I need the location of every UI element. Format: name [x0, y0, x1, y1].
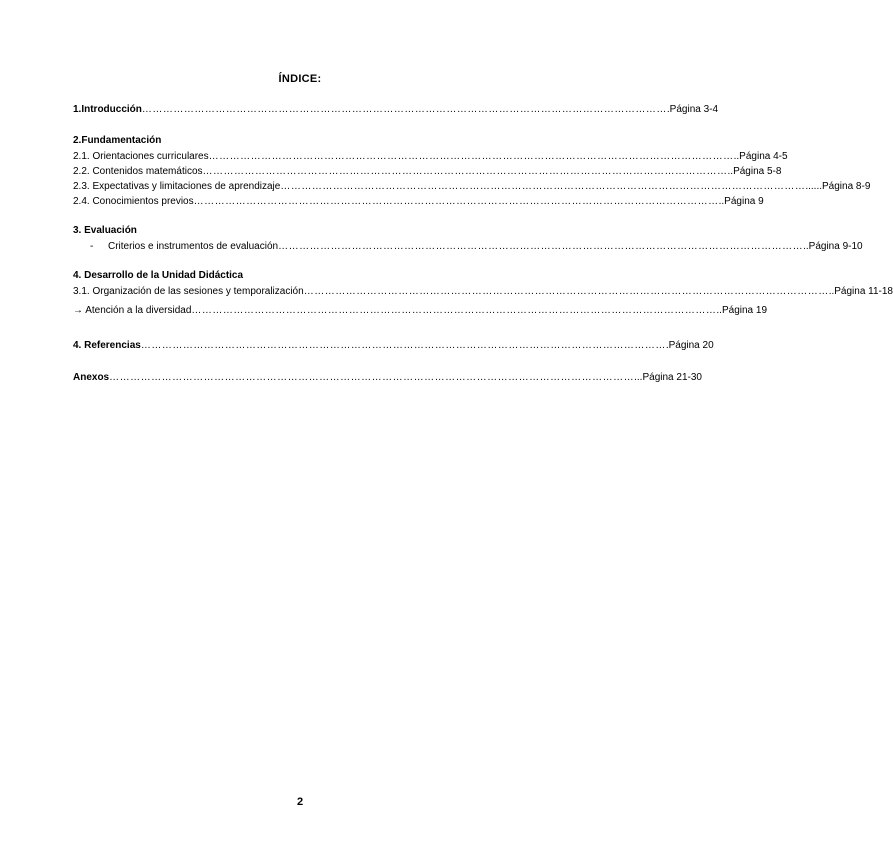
dot-leader: …………………………………………………………………………………………………………………………………… [141, 104, 667, 115]
dot-leader: …………………………………………………………………………………………………………………………………… [193, 196, 719, 207]
toc-label: 2.3. Expectativas y limitaciones de aprendizaje [73, 181, 281, 192]
toc-label: 3.1. Organización de las sesiones y temporalización [73, 286, 304, 297]
toc-entry-anexos[interactable] [73, 371, 702, 384]
toc-entry-orientaciones[interactable] [73, 150, 788, 163]
section-heading-fundamentacion: 2.Fundamentación [73, 135, 162, 146]
toc-entry-diversidad[interactable] [73, 304, 768, 317]
toc-page: ..Página 9-10 [803, 241, 863, 252]
dot-leader: …………………………………………………………………………………………………………………………………… [202, 166, 728, 177]
toc-label-group [90, 240, 278, 253]
toc-page: ...Página 21-30 [634, 372, 702, 383]
dot-leader: …………………………………………………………………………………………………………………………………… [278, 241, 804, 252]
toc-page: ..Página 5-8 [727, 166, 782, 177]
toc-entry-introduccion[interactable] [73, 103, 719, 116]
toc-label: 2.2. Contenidos matemáticos [73, 166, 203, 177]
toc-label: 2.1. Orientaciones curriculares [73, 151, 209, 162]
toc-entry-criterios[interactable] [90, 240, 863, 253]
toc-entry-organizacion[interactable] [73, 285, 893, 298]
toc-page: ..Página 4-5 [733, 151, 788, 162]
toc-label: Criterios e instrumentos de evaluación [108, 241, 279, 252]
dot-leader: …………………………………………………………………………………………………………………………………… [191, 305, 717, 316]
toc-page: ......Página 8-9 [805, 181, 871, 192]
toc-page: ..Página 9 [718, 196, 764, 207]
toc-entry-contenidos[interactable] [73, 165, 782, 178]
section-heading-evaluacion: 3. Evaluación [73, 225, 137, 236]
toc-page: ..Página 11-18 [828, 286, 893, 297]
toc-label: 2.4. Conocimientos previos [73, 196, 194, 207]
bullet-dash: - [90, 241, 94, 252]
toc-label: Anexos [73, 372, 110, 383]
dot-leader: …………………………………………………………………………………………………………………………………… [140, 340, 666, 351]
dot-leader: …………………………………………………………………………………………………………………………………… [109, 372, 635, 383]
dot-leader: …………………………………………………………………………………………………………………………………… [208, 151, 734, 162]
section-heading-desarrollo: 4. Desarrollo de la Unidad Didáctica [73, 270, 244, 281]
toc-label: → Atención a la diversidad [73, 305, 192, 316]
toc-entry-conocimientos[interactable] [73, 195, 764, 208]
toc-page: .Página 3-4 [666, 104, 719, 115]
toc-page: ..Página 19 [716, 305, 768, 316]
dot-leader: …………………………………………………………………………………………………………………………………… [280, 181, 806, 192]
toc-label: 1.Introducción [73, 104, 142, 115]
toc-page: .Página 20 [665, 340, 714, 351]
page-number: 2 [296, 796, 304, 808]
toc-entry-referencias[interactable] [73, 339, 714, 352]
dot-leader: …………………………………………………………………………………………………………………………………… [303, 286, 829, 297]
page-title: ÍNDICE: [278, 73, 322, 85]
toc-label: 4. Referencias [73, 340, 141, 351]
toc-entry-expectativas[interactable] [73, 180, 871, 193]
